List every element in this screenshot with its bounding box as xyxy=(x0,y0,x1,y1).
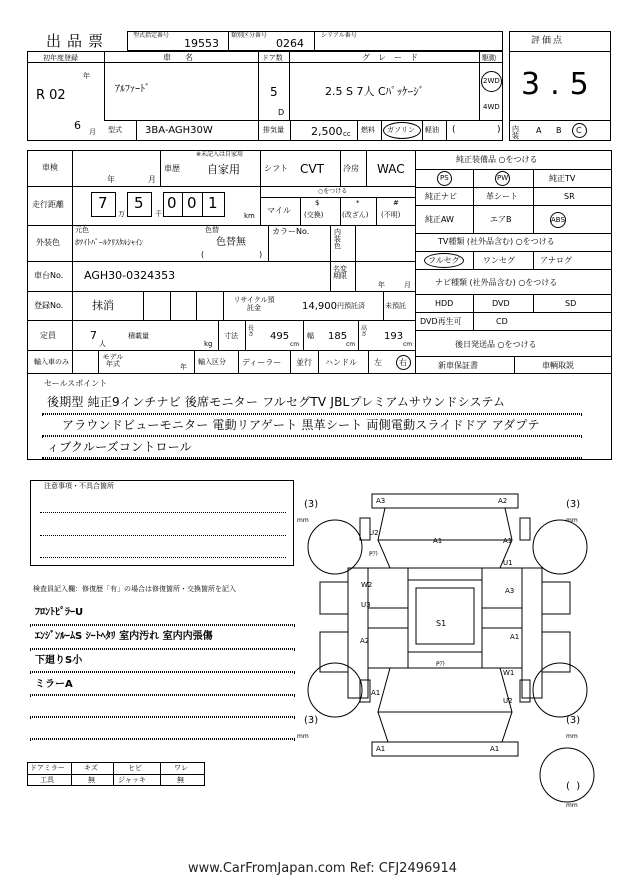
inspector-note: 検査員記入欄：修復歴「有」の場合は修復箇所・交換箇所を記入 xyxy=(33,585,236,593)
tyre-rear-left xyxy=(308,663,362,717)
mark-a3-right: A3 xyxy=(505,587,515,595)
mark-u2-right-rear: U2 xyxy=(503,697,513,705)
tools-tool-value: 無 xyxy=(88,776,95,784)
navi-dvd: DVD xyxy=(492,299,510,308)
interior-b: B xyxy=(556,126,562,135)
load-label: 積載量 xyxy=(128,332,149,340)
shift-value: CVT xyxy=(300,162,324,176)
import-parallel: 並行 xyxy=(296,358,312,367)
first-reg-month: 6 xyxy=(74,119,81,132)
mileage-man: 万 xyxy=(118,210,125,218)
mileage-unknown: (不明) xyxy=(381,211,401,219)
mark-u1-right: U1 xyxy=(503,559,513,567)
import-class-label: 輸入区分 xyxy=(198,358,226,366)
mileage-tampered: (改ざん) xyxy=(342,211,369,219)
mark-w2: W2 xyxy=(361,581,373,589)
handle-right: 右 xyxy=(399,358,407,367)
disp-value: 2,500 xyxy=(311,125,343,138)
navi-title: ナビ種類 (社外品含む) ○をつける xyxy=(435,278,558,287)
mark-u3: U3 xyxy=(361,601,371,609)
import-label: 輸入車のみ xyxy=(34,358,69,366)
note-3: 下廻りS小 xyxy=(35,655,83,666)
mark-a1-rear-left: A1 xyxy=(376,745,386,753)
mark-p-left: Pｱﾄ xyxy=(369,551,379,558)
tools-jack-value: 無 xyxy=(177,776,184,784)
note-4: ミラーA xyxy=(35,679,73,690)
height-unit: cm xyxy=(403,341,413,348)
score-value: 3.5 xyxy=(521,67,599,102)
model-value: 3BA-AGH30W xyxy=(145,125,213,136)
equip-leather: 革シート xyxy=(486,192,518,201)
name-change-year: 年 xyxy=(378,281,385,289)
sheet-title: 出品票 xyxy=(46,32,110,50)
handle-label: ハンドル xyxy=(325,358,357,367)
mark-a1-left-rear: A1 xyxy=(371,689,381,697)
width-label: 幅 xyxy=(307,332,314,340)
mileage-sen: 千 xyxy=(155,210,162,218)
type-no-value: 19553 xyxy=(184,37,219,50)
paint-paren-close: ) xyxy=(259,250,263,259)
height-label: 高さ xyxy=(361,325,368,338)
auction-sheet: 出品票 型式指定番号 19553 類別区分番号 0264 シリアル番号 評価点 3.5 初年度登録 年 R 02 6 月 車名 ｱﾙﾌｧｰﾄﾞ ドア数 5 D グレード 2.5 S 7人 Cﾊﾟｯｹｰｼﾞ 駆動 2WD 4WD 型式 3BA-AGH30W 排気量 2,500 cc 燃料 ガソリン 軽油 ( ) 内装 A B C 車検 年 月 ※未記入は自家用 車歴 自家用 シフト CVT 冷房 WAC 走行距離 7 万 5 千 0 0 1 km ○をつける マイル $ (交換) * (改ざん) # (不明) 元色 外装色 ﾎﾜｲﾄﾊﾟｰﾙｸﾘｽﾀﾙｼｬｲﾝ 色替 色替無 ( ) カラーNo. 内装色 車台No. AGH30-0324353 名変期限 年 月 登録No. 抹消 リサイクル預託金 14,900 円預託済 未預託 定員 7 人 積載量 kg 寸法 長さ 495 cm 幅 185 cm 高さ 193 cm 輸入車のみ モデル年式 年 輸入区分 ディーラー 並行 ハンドル 左 右 純正装備品 ○をつける PS PW 純正TV 純正ナビ 革シート SR 純正AW エアB ABS TV種類 (社外品含む) ○をつける フルセグ ワンセグ アナログ ナビ種類 (社外品含む) ○をつける HDD DVD SD DVD再生可 CD 後日発送品 ○をつける 新車保証書 車輌取説 セールスポイント 後期型 純正9インチナビ 後席モニター フルセグTV JBLプレミアムサウンドシステム アラウンドビューモニター 電動リアゲート 黒革シート 両側電動スライドドア アダプテ ィブクルーズコントロール 注意事項・不具合箇所 検査員記入欄：修復歴「有」の場合は修復箇所・交換箇所を記入 ﾌﾛﾝﾄﾋﾟﾗｰU ｴﾝｼﾞﾝﾙｰﾑS ｼｰﾄﾍﾀﾘ 室内汚れ 室内内張傷 下廻りS小 ミラーA ドアミラー キズ ヒビ ワレ 工具 無 ジャッキ 無 A3 A2 A1 U2 Pｱﾄ A1 U1 W2 U3 A3 A2 S1 A1 Pｱﾄ W1 A1 U2 A1 A1 (3) mm (3) mm (3) mm (3) mm ( ) mm www.CarFromJapan.com Ref: CFJ2496914 xyxy=(0,0,640,880)
note-1: ﾌﾛﾝﾄﾋﾟﾗｰU xyxy=(35,607,84,618)
tv-title: TV種類 (社外品含む) ○をつける xyxy=(438,237,555,246)
ac-label: 冷房 xyxy=(343,164,359,173)
orig-color-label: 元色 xyxy=(75,226,89,234)
tv-analog: アナログ xyxy=(540,256,572,265)
notes-frame xyxy=(30,480,294,566)
drive-2wd: 2WD xyxy=(483,77,500,85)
recycle-unpaid: 未預託 xyxy=(385,302,406,310)
later-manual: 車輌取説 xyxy=(542,361,574,370)
tools-h-mirror: ドアミラー xyxy=(30,764,65,772)
tread-fl-value: 3 xyxy=(307,499,315,510)
chassis-label: 車台No. xyxy=(34,271,64,280)
tread-front-right: (3) xyxy=(566,499,581,510)
recycle-status: 円預託済 xyxy=(337,302,365,310)
sales-label: セールスポイント xyxy=(44,379,108,388)
model-year-label: モデル年式 xyxy=(102,353,124,368)
tread-rr-unit: mm xyxy=(566,733,578,740)
doors-label: ドア数 xyxy=(262,54,283,62)
tv-oneseg: ワンセグ xyxy=(483,256,515,265)
drive-label: 駆動 xyxy=(482,54,496,62)
tread-rl-unit: mm xyxy=(297,733,309,740)
spare-tyre xyxy=(540,748,594,802)
sales-line-3: ィブクルーズコントロール xyxy=(47,440,192,454)
type-no-label: 型式指定番号 xyxy=(133,32,170,39)
ac-value: WAC xyxy=(377,162,405,176)
fuel-label: 燃料 xyxy=(361,126,375,134)
import-dealer: ディーラー xyxy=(242,358,282,367)
interior-a: A xyxy=(536,126,542,135)
paint-value: 色替無 xyxy=(216,237,246,248)
year-unit: 年 xyxy=(83,72,90,80)
use-value: 自家用 xyxy=(207,163,240,176)
tread-fl-unit: mm xyxy=(297,517,309,524)
recycle-label: リサイクル預託金 xyxy=(233,296,275,313)
model-label: 型式 xyxy=(108,126,122,134)
fuel-paren-close: ) xyxy=(497,125,501,135)
inspection-label: 車検 xyxy=(42,163,58,172)
registration-value: 抹消 xyxy=(92,299,114,312)
mark-a2-left: A2 xyxy=(360,637,370,645)
tools-jack-label: ジャッキ xyxy=(118,776,146,784)
class-no-value: 0264 xyxy=(276,37,304,50)
tread-rear-left: (3) xyxy=(304,715,319,726)
interior-label: 内装 xyxy=(512,125,519,140)
name-change-month: 月 xyxy=(404,281,411,289)
equip-ps: PS xyxy=(440,174,449,182)
fuel-gasoline: ガソリン xyxy=(387,126,415,134)
mileage-circle-note: ○をつける xyxy=(318,188,348,195)
fuel-diesel: 軽油 xyxy=(425,126,439,134)
dvd-playback: DVD再生可 xyxy=(420,317,462,326)
load-unit: kg xyxy=(204,340,213,348)
tread-fr-unit: mm xyxy=(566,517,578,524)
mark-a1-right-2: A1 xyxy=(510,633,520,641)
tools-h-scratch: キズ xyxy=(84,764,98,772)
drive-4wd: 4WD xyxy=(483,103,500,111)
length-label: 長さ xyxy=(248,325,255,338)
equip-abs: ABS xyxy=(551,216,565,224)
mark-p-rear: Pｱﾄ xyxy=(436,661,446,668)
disp-unit: cc xyxy=(343,130,351,138)
sales-line-2: アラウンドビューモニター 電動リアゲート 黒革シート 両側電動スライドドア アダプテ xyxy=(62,418,540,432)
tyre-front-right xyxy=(533,517,587,574)
mile-label: マイル xyxy=(267,206,291,215)
recycle-value: 14,900 xyxy=(302,301,337,312)
inspection-month: 月 xyxy=(148,175,156,184)
equip-tv: 純正TV xyxy=(549,174,576,183)
equip-pw: PW xyxy=(497,174,509,182)
length-value: 495 xyxy=(270,331,290,342)
footer-watermark: www.CarFromJapan.com Ref: CFJ2496914 xyxy=(188,861,458,876)
shift-label: シフト xyxy=(264,164,288,173)
car-diagram xyxy=(290,480,610,810)
mileage-km: km xyxy=(244,212,255,220)
inspection-year: 年 xyxy=(107,175,115,184)
sales-line-1: 後期型 純正9インチナビ 後席モニター フルセグTV JBLプレミアムサウンドシステム xyxy=(47,395,506,409)
notes-label: 注意事項・不具合箇所 xyxy=(44,482,114,490)
tread-rl-value: 3 xyxy=(307,715,315,726)
registration-label: 登録No. xyxy=(34,301,64,310)
later-title: 後日発送品 ○をつける xyxy=(455,340,537,349)
capacity-value: 7 xyxy=(90,329,97,342)
doors-value: 5 xyxy=(270,85,278,99)
equip-sr: SR xyxy=(564,192,575,201)
disp-label: 排気量 xyxy=(263,126,284,134)
serial-no-label: シリアル番号 xyxy=(321,32,357,39)
name-change-label: 名変期限 xyxy=(333,265,347,280)
capacity-label: 定員 xyxy=(40,331,56,340)
grade-label: グレード xyxy=(362,53,426,62)
mark-u2-left: U2 xyxy=(369,529,379,537)
grade-value: 2.5 S 7人 Cﾊﾟｯｹｰｼﾞ xyxy=(325,85,425,98)
paint-label: 色替 xyxy=(205,226,219,234)
tread-spare: ( ) xyxy=(566,781,581,792)
paint-paren-open: ( xyxy=(201,250,205,259)
length-unit: cm xyxy=(290,341,300,348)
first-reg-year: R 02 xyxy=(36,88,66,103)
tread-rear-right: (3) xyxy=(566,715,581,726)
tv-fullseg: フルセグ xyxy=(428,256,460,265)
first-reg-label: 初年度登録 xyxy=(43,54,78,62)
tread-rr-value: 3 xyxy=(569,715,577,726)
ext-color-label: 外装色 xyxy=(36,238,60,247)
mileage-exchanged: (交換) xyxy=(304,211,324,219)
chassis-value: AGH30-0324353 xyxy=(84,269,176,282)
tyre-rear-right xyxy=(533,663,587,717)
mark-w1: W1 xyxy=(503,669,515,677)
color-no-label: カラーNo. xyxy=(272,227,310,236)
cd: CD xyxy=(496,317,508,326)
mark-a2-front: A2 xyxy=(498,497,508,505)
tread-fr-value: 3 xyxy=(569,499,577,510)
navi-hdd: HDD xyxy=(435,299,454,308)
score-label: 評価点 xyxy=(531,36,565,46)
use-note: ※未記入は自家用 xyxy=(196,151,244,158)
mileage-label: 走行距離 xyxy=(32,200,64,209)
width-value: 185 xyxy=(328,331,348,342)
dims-label: 寸法 xyxy=(224,332,238,340)
tread-front-left: (3) xyxy=(304,499,319,510)
tools-h-break: ワレ xyxy=(174,764,188,772)
month-unit: 月 xyxy=(89,128,96,136)
tools-h-crack: ヒビ xyxy=(128,764,142,772)
tools-tool-label: 工具 xyxy=(40,776,54,784)
equip-aw: 純正AW xyxy=(425,215,454,224)
mark-a1-rear-right: A1 xyxy=(490,745,500,753)
interior-c: C xyxy=(576,126,582,135)
car-name-label: 車名 xyxy=(163,53,207,62)
later-warranty: 新車保証書 xyxy=(438,361,478,370)
width-unit: cm xyxy=(346,341,356,348)
door-type: D xyxy=(278,108,285,117)
equip-airbag: エアB xyxy=(490,215,512,224)
int-color-label: 内装色 xyxy=(334,228,341,250)
navi-sd: SD xyxy=(565,299,577,308)
height-value: 193 xyxy=(384,331,404,342)
handle-left: 左 xyxy=(374,358,382,367)
class-no-label: 類別区分番号 xyxy=(231,32,268,39)
mark-a1-right: A1 xyxy=(503,537,513,545)
tread-spare-unit: mm xyxy=(566,802,578,809)
equip-navi: 純正ナビ xyxy=(425,192,457,201)
car-name-value: ｱﾙﾌｧｰﾄﾞ xyxy=(115,84,150,95)
ext-color-value: ﾎﾜｲﾄﾊﾟｰﾙｸﾘｽﾀﾙｼｬｲﾝ xyxy=(75,238,143,247)
mark-s1-roof: S1 xyxy=(436,619,447,628)
capacity-unit: 人 xyxy=(99,340,106,348)
fuel-paren-open: ( xyxy=(452,125,456,135)
equip-title: 純正装備品 ○をつける xyxy=(456,155,538,164)
use-label: 車歴 xyxy=(164,164,180,173)
note-2: ｴﾝｼﾞﾝﾙｰﾑS ｼｰﾄﾍﾀﾘ 室内汚れ 室内内張傷 xyxy=(35,631,213,642)
tyre-front-left xyxy=(308,520,362,574)
model-year-unit: 年 xyxy=(180,363,187,371)
mark-a3-front: A3 xyxy=(376,497,386,505)
mark-a1-hood: A1 xyxy=(433,537,443,545)
